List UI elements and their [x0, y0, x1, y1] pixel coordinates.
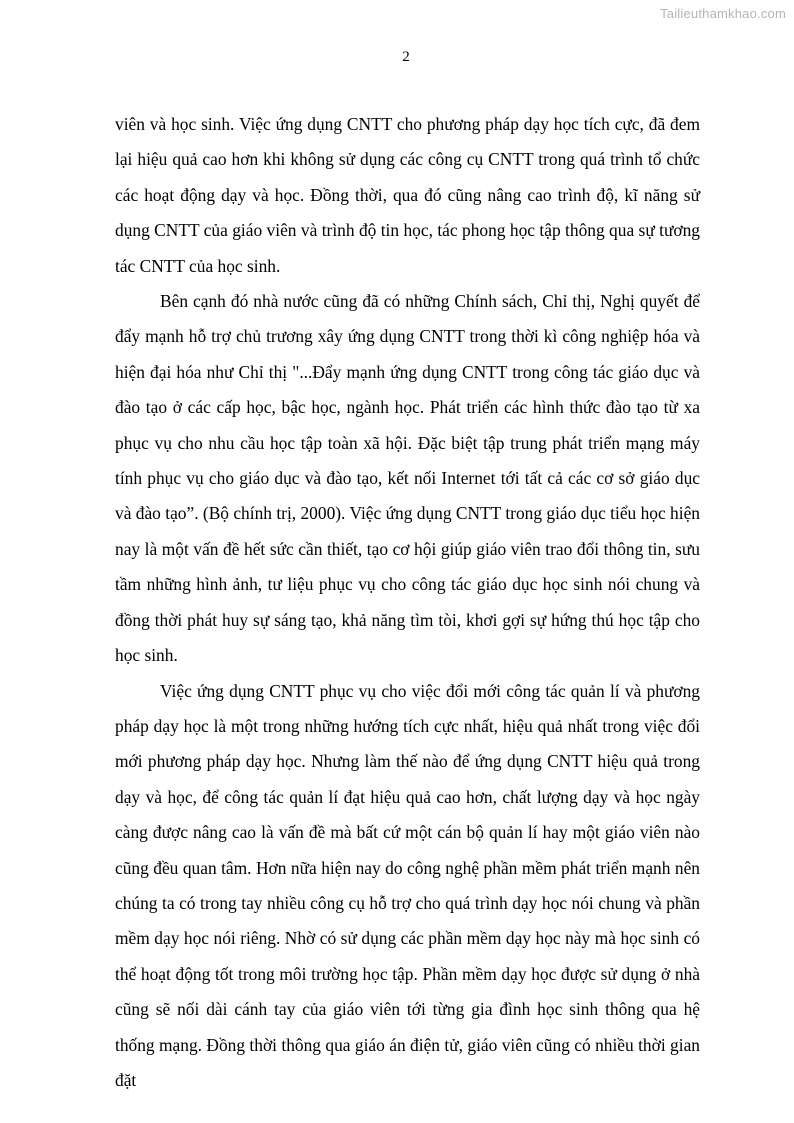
paragraph-1: viên và học sinh. Việc ứng dụng CNTT cho phương pháp dạy học tích cực, đã đem lại hiệu quả cao hơn khi không sử dụng các công cụ CNTT trong quá trình tổ chức các hoạt động dạy và học. Đồng thời, qua đó cũng nâng cao trình độ, kĩ năng sử dụng CNTT của giáo viên và trình độ tin học, tác phong học tập thông qua sự tương tác CNTT của học sinh.: [115, 114, 700, 276]
watermark: Tailieuthamkhao.com: [660, 6, 786, 21]
paragraph-3: Việc ứng dụng CNTT phục vụ cho việc đổi mới công tác quản lí và phương pháp dạy học là một trong những hướng tích cực nhất, hiệu quả nhất trong việc đổi mới phương pháp dạy học. Nhưng làm thế nào để ứng dụng CNTT hiệu quả trong dạy và học, để công tác quản lí đạt hiệu quả cao hơn, chất lượng dạy và học ngày càng được nâng cao là vấn đề mà bất cứ một cán bộ quản lí hay một giáo viên nào cũng đều quan tâm. Hơn nữa hiện nay do công nghệ phần mềm phát triển mạnh nên chúng ta có trong tay nhiều công cụ hỗ trợ cho quá trình dạy học nói chung và phần mềm dạy học nói riêng. Nhờ có sử dụng các phần mềm dạy học này mà học sinh có thể hoạt động tốt trong môi trường học tập. Phần mềm dạy học được sử dụng ở nhà cũng sẽ nối dài cánh tay của giáo viên tới từng gia đình học sinh thông qua hệ thống mạng. Đồng thời thông qua giáo án điện tử, giáo viên cũng có nhiều thời gian đặt: [115, 680, 700, 1090]
page-number: 2: [402, 49, 410, 65]
document-body: [115, 107, 700, 1098]
paragraph-2: Bên cạnh đó nhà nước cũng đã có những Chính sách, Chỉ thị, Nghị quyết để đẩy mạnh hỗ trợ chủ trương xây ứng dụng CNTT trong thời kì công nghiệp hóa và hiện đại hóa như Chỉ thị "...Đẩy mạnh ứng dụng CNTT trong công tác giáo dục và đào tạo ở các cấp học, bậc học, ngành học. Phát triển các hình thức đào tạo từ xa phục vụ cho nhu cầu học tập toàn xã hội. Đặc biệt tập trung phát triển mạng máy tính phục vụ cho giáo dục và đào tạo, kết nối Internet tới tất cả các cơ sở giáo dục và đào tạo”. (Bộ chính trị, 2000). Việc ứng dụng CNTT trong giáo dục tiểu học hiện nay là một vấn đề hết sức cần thiết, tạo cơ hội giúp giáo viên trao đổi thông tin, sưu tầm những hình ảnh, tư liệu phục vụ cho công tác giáo dục học sinh nói chung và đồng thời phát huy sự sáng tạo, khả năng tìm tòi, khơi gợi sự hứng thú học tập cho học sinh.: [115, 291, 700, 666]
